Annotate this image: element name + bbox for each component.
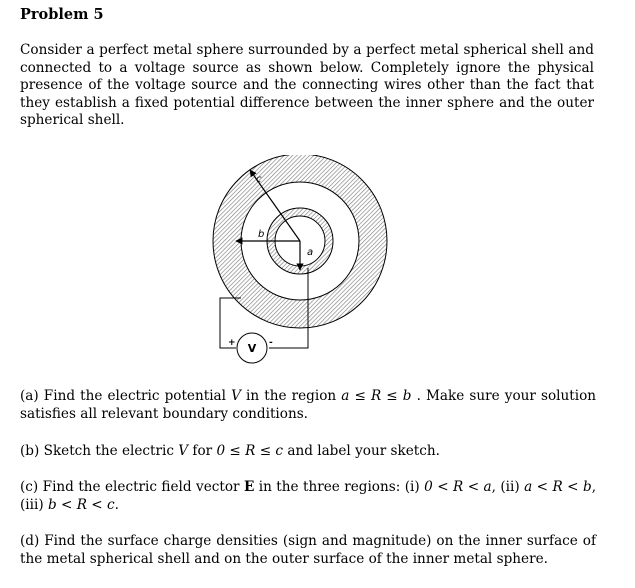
voltage-source-label: V — [247, 342, 257, 355]
minus-sign: - — [269, 338, 273, 348]
problem-intro-paragraph: Consider a perfect metal sphere surrounded by a perfect metal spherical shell and connected to a voltage source as shown below. Completely ignore the physical presence of the voltage source and the connecting wires other than the fact that they establish a fixed potential difference between the inner sphere and the outer spherical shell. — [20, 42, 594, 129]
question-d: (d) Find the surface charge densities (sign and magnitude) on the inner surface of the metal spherical shell and on the outer surface of the inner metal sphere. — [20, 533, 596, 567]
label-b: b — [258, 229, 265, 240]
question-b: (b) Sketch the electric V for 0 ≤ R ≤ c and label your sketch. — [20, 443, 440, 459]
sphere-shell-figure — [212, 155, 412, 370]
question-c: (c) Find the electric field vector E in the three regions: (i) 0 < R < a, (ii) a < R < b, (iii) b < R < c. — [20, 479, 597, 513]
plus-sign: + — [228, 338, 236, 348]
label-c: c — [256, 174, 262, 185]
label-a: a — [307, 247, 314, 258]
problem-heading: Problem 5 — [20, 6, 104, 23]
question-a: (a) Find the electric potential V in the region a ≤ R ≤ b . Make sure your solution satisfies all relevant boundary conditions. — [20, 388, 597, 422]
